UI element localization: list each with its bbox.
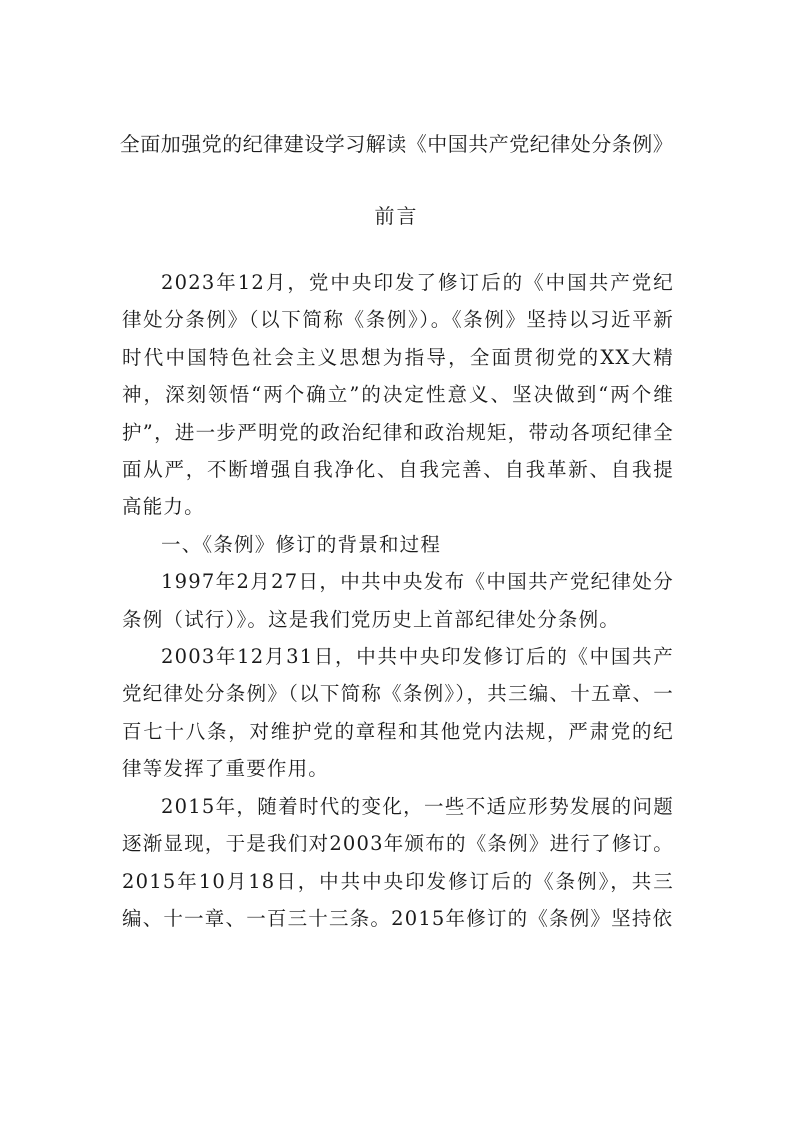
document-title: 全面加强党的纪律建设学习解读《中国共产党纪律处分条例》 bbox=[119, 132, 674, 156]
paragraph: 2023年12月，党中央印发了修订后的《中国共产党纪律处分条例》（以下简称《条例》）。《条例》坚持以习近平新时代中国特色社会主义思想为指导，全面贯彻党的XX大精神，深刻领悟“两个确立”的决定性意义、坚决做到“两个维护”，进一步严明党的政治纪律和政治规矩，带动各项纪律全面从严，不断增强自我净化、自我完善、自我革新、自我提高能力。 bbox=[122, 271, 674, 519]
paragraph: 2003年12月31日，中共中央印发修订后的《中国共产党纪律处分条例》（以下简称《条例》），共三编、十五章、一百七十八条，对维护党的章程和其他党内法规，严肃党的纪律等发挥了重要作用。 bbox=[122, 645, 674, 781]
section-title: 前言 bbox=[374, 204, 419, 228]
document-body bbox=[122, 264, 674, 937]
paragraph: 2015年，随着时代的变化，一些不适应形势发展的问题逐渐显现，于是我们对2003年颁布的《条例》进行了修订。2015年10月18日，中共中央印发修订后的《条例》，共三编、十一章、一百三十三条。2015年修订的《条例》坚持依 bbox=[122, 794, 674, 930]
section-heading: 一、《条例》修订的背景和过程 bbox=[161, 532, 442, 556]
paragraph: 1997年2月27日，中共中央发布《中国共产党纪律处分条例（试行）》。这是我们党历史上首部纪律处分条例。 bbox=[122, 570, 674, 631]
